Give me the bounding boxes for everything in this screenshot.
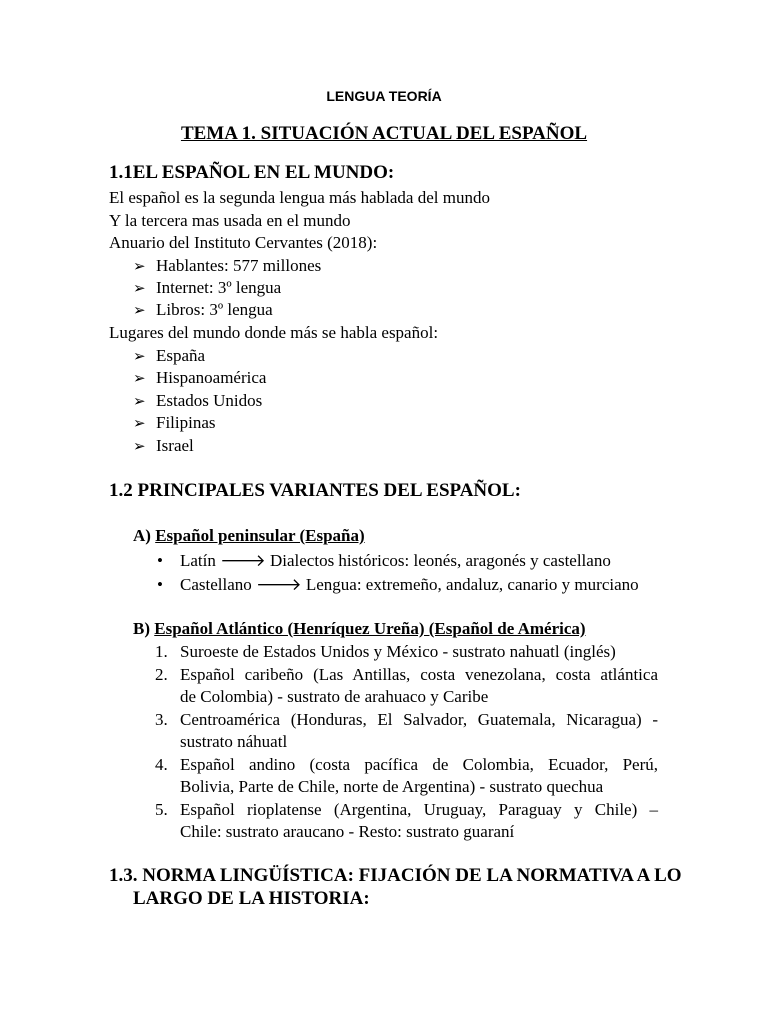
paragraph: El español es la segunda lengua más hablada del mundo bbox=[109, 188, 490, 207]
item-result: Lengua: extremeño, andaluz, canario y murciano bbox=[305, 575, 639, 594]
subsection-b-heading bbox=[133, 619, 586, 639]
section-1-3-heading: 1.3. NORMA LINGÜÍSTICA: FIJACIÓN DE LA NORMATIVA A LO bbox=[109, 865, 682, 886]
item-source: Castellano bbox=[180, 575, 252, 594]
list-number: 3. bbox=[155, 710, 168, 729]
list-item bbox=[180, 550, 611, 573]
section-1-2-heading: 1.2 PRINCIPALES VARIANTES DEL ESPAÑOL: bbox=[109, 480, 521, 501]
arrow-bullet-icon: ➢ bbox=[133, 303, 146, 319]
list-item: Suroeste de Estados Unidos y México - sustrato nahuatl (inglés) bbox=[180, 642, 616, 661]
subsection-title: Español Atlántico (Henríquez Ureña) (Español de América) bbox=[154, 619, 586, 638]
arrow-right-icon: 🡒 bbox=[256, 575, 302, 594]
list-item-line: Centroamérica (Honduras, El Salvador, Guatemala, Nicaragua) - bbox=[180, 710, 658, 729]
list-item-line: Chile: sustrato araucano - Resto: sustrato guaraní bbox=[180, 822, 515, 841]
arrow-bullet-icon: ➢ bbox=[133, 259, 146, 275]
arrow-bullet-icon: ➢ bbox=[133, 349, 146, 365]
arrow-bullet-icon: ➢ bbox=[133, 439, 146, 455]
list-item: Libros: 3º lengua bbox=[156, 300, 273, 319]
list-item-line: de Colombia) - sustrato de arahuaco y Caribe bbox=[180, 687, 489, 706]
list-item: Filipinas bbox=[156, 413, 216, 432]
paragraph: Y la tercera mas usada en el mundo bbox=[109, 211, 351, 230]
subsection-a-heading bbox=[133, 526, 365, 546]
section-1-1-heading: 1.1EL ESPAÑOL EN EL MUNDO: bbox=[109, 162, 395, 183]
page-title: TEMA 1. SITUACIÓN ACTUAL DEL ESPAÑOL bbox=[180, 123, 588, 144]
list-item-line: sustrato náhuatl bbox=[180, 732, 288, 751]
dot-bullet-icon: • bbox=[157, 575, 163, 594]
paragraph: Lugares del mundo donde más se habla español: bbox=[109, 323, 439, 342]
list-number: 4. bbox=[155, 755, 168, 774]
paragraph: Anuario del Instituto Cervantes (2018): bbox=[109, 233, 378, 252]
list-item: Israel bbox=[156, 436, 194, 455]
arrow-right-icon: 🡒 bbox=[220, 551, 266, 570]
list-item bbox=[180, 574, 639, 597]
arrow-bullet-icon: ➢ bbox=[133, 416, 146, 432]
subsection-title: Español peninsular (España) bbox=[155, 526, 365, 545]
list-number: 5. bbox=[155, 800, 168, 819]
list-item: España bbox=[156, 346, 206, 365]
subsection-marker: B) bbox=[133, 619, 150, 638]
dot-bullet-icon: • bbox=[157, 551, 163, 570]
arrow-bullet-icon: ➢ bbox=[133, 281, 146, 297]
document-header: LENGUA TEORÍA bbox=[326, 88, 442, 104]
list-number: 2. bbox=[155, 665, 168, 684]
list-item: Internet: 3º lengua bbox=[156, 278, 282, 297]
list-number: 1. bbox=[155, 642, 168, 661]
item-source: Latín bbox=[180, 551, 216, 570]
arrow-bullet-icon: ➢ bbox=[133, 371, 146, 387]
list-item: Estados Unidos bbox=[156, 391, 263, 410]
list-item-line: Español andino (costa pacífica de Colombia, Ecuador, Perú, bbox=[180, 755, 658, 774]
list-item: Hablantes: 577 millones bbox=[156, 256, 322, 275]
section-1-3-heading-cont: LARGO DE LA HISTORIA: bbox=[133, 888, 370, 909]
list-item-line: Español rioplatense (Argentina, Uruguay, Paraguay y Chile) – bbox=[180, 800, 658, 819]
list-item-line: Bolivia, Parte de Chile, norte de Argentina) - sustrato quechua bbox=[180, 777, 604, 796]
arrow-bullet-icon: ➢ bbox=[133, 394, 146, 410]
list-item: Hispanoamérica bbox=[156, 368, 267, 387]
item-result: Dialectos históricos: leonés, aragonés y castellano bbox=[269, 551, 611, 570]
subsection-marker: A) bbox=[133, 526, 151, 545]
list-item-line: Español caribeño (Las Antillas, costa venezolana, costa atlántica bbox=[180, 665, 658, 684]
